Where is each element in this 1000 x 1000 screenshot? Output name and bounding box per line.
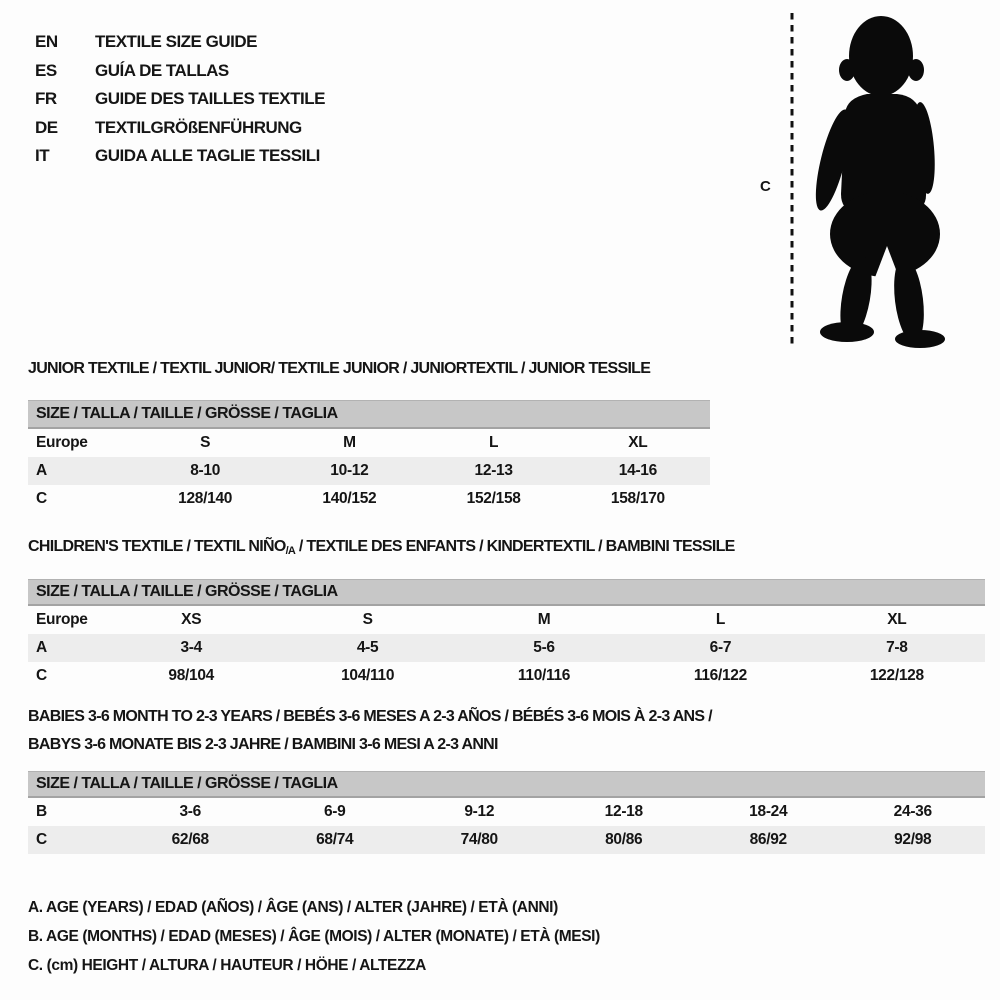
height-cell: 86/92 [749, 831, 787, 848]
height-cell: 122/128 [869, 667, 924, 684]
age-cell: 8-10 [190, 462, 221, 479]
footnote-c: C. (cm) HEIGHT / ALTURA / HAUTEUR / HÖHE / ALTEZZA [28, 957, 426, 974]
age-cell: 5-6 [533, 639, 555, 656]
lang-title: TEXTILE SIZE GUIDE [95, 32, 257, 51]
height-cell: 128/140 [178, 490, 233, 507]
row-label: A [36, 639, 47, 656]
baby-silhouette [803, 8, 958, 348]
age-cell: 3-6 [179, 803, 201, 820]
age-cell: 3-4 [180, 639, 202, 656]
height-cell: 74/80 [460, 831, 498, 848]
children-textile-table [28, 536, 985, 690]
height-cell: 140/152 [322, 490, 377, 507]
lang-row-en [35, 28, 325, 57]
table-row [28, 662, 985, 690]
lang-title: TEXTILGRÖßENFÜHRUNG [95, 117, 302, 137]
height-cell: 92/98 [894, 831, 932, 848]
row-label: C [36, 667, 47, 684]
size-cell: L [715, 611, 725, 628]
height-dashed-line [789, 13, 795, 345]
age-cell: 9-12 [464, 803, 495, 820]
row-label: B [36, 803, 47, 820]
age-cell: 18-24 [749, 803, 788, 820]
footnote-a: A. AGE (YEARS) / EDAD (AÑOS) / ÂGE (ANS) / ALTER (JAHRE) / ETÀ (ANNI) [28, 899, 558, 916]
footnotes [28, 893, 600, 980]
lang-code: FR [35, 89, 57, 108]
junior-table-rows [28, 429, 710, 513]
height-cell: 104/110 [341, 667, 395, 684]
height-cell: 158/170 [610, 490, 665, 507]
babies-title-line2: BABYS 3-6 MONATE BIS 2-3 JAHRE / BAMBINI 3-6 MESI A 2-3 ANNI [28, 736, 498, 753]
size-cell: XL [628, 434, 648, 451]
babies-table-title [28, 703, 985, 759]
size-cell: M [537, 611, 551, 628]
table-row [28, 798, 985, 826]
babies-textile-table [28, 703, 985, 854]
size-header-bar: SIZE / TALLA / TAILLE / GRÖSSE / TAGLIA [28, 400, 710, 429]
babies-table-rows [28, 798, 985, 854]
height-cell: 68/74 [316, 831, 354, 848]
row-label: C [36, 490, 47, 507]
row-label: C [36, 831, 47, 848]
table-row [28, 634, 985, 662]
lang-row-es [35, 57, 325, 86]
age-cell: 12-18 [604, 803, 643, 820]
size-cell: XL [887, 611, 907, 628]
height-cell: 98/104 [168, 667, 214, 684]
size-header-bar: SIZE / TALLA / TAILLE / GRÖSSE / TAGLIA [28, 579, 985, 606]
age-cell: 7-8 [886, 639, 908, 656]
size-cell: L [489, 434, 499, 451]
height-cell: 116/122 [693, 667, 747, 684]
footnote-b: B. AGE (MONTHS) / EDAD (MESES) / ÂGE (MOIS) / ALTER (MONATE) / ETÀ (MESI) [28, 928, 600, 945]
age-cell: 4-5 [356, 639, 379, 656]
table-row [28, 457, 710, 485]
table-row [28, 485, 710, 513]
title-part: CHILDREN'S TEXTILE / TEXTIL NIÑO [28, 538, 286, 555]
lang-code: EN [35, 32, 58, 51]
size-header-bar: SIZE / TALLA / TAILLE / GRÖSSE / TAGLIA [28, 771, 985, 798]
babies-title-line1: BABIES 3-6 MONTH TO 2-3 YEARS / BEBÉS 3-6 MESES A 2-3 AÑOS / BÉBÉS 3-6 MOIS À 2-3 ANS / [28, 708, 712, 725]
lang-row-fr [35, 85, 325, 114]
lang-title: GUIDE DES TAILLES TEXTILE [95, 89, 325, 108]
baby-height-figure [755, 8, 960, 348]
title-part: / TEXTILE DES ENFANTS / KINDERTEXTIL / BAMBINI TESSILE [295, 538, 735, 555]
table-row [28, 429, 710, 457]
title-subscript: /A [285, 545, 296, 557]
junior-textile-table [28, 358, 710, 513]
height-cell: 62/68 [171, 831, 209, 848]
age-cell: 6-9 [323, 803, 346, 820]
lang-row-it [35, 142, 325, 171]
height-cell: 80/86 [605, 831, 643, 848]
age-cell: 12-13 [474, 462, 513, 479]
size-cell: XS [181, 611, 202, 628]
height-cell: 110/116 [517, 667, 571, 684]
children-table-title [28, 536, 985, 562]
table-row [28, 826, 985, 854]
height-cell: 152/158 [466, 490, 521, 507]
lang-code: DE [35, 117, 58, 137]
lang-code: IT [35, 146, 50, 165]
row-label: A [36, 462, 47, 479]
size-cell: M [343, 434, 356, 451]
age-cell: 24-36 [893, 803, 932, 820]
junior-table-title: JUNIOR TEXTILE / TEXTIL JUNIOR/ TEXTILE JUNIOR / JUNIORTEXTIL / JUNIOR TESSILE [28, 360, 651, 377]
children-table-rows [28, 606, 985, 690]
lang-row-de [35, 114, 325, 143]
height-measure-label: C [760, 178, 771, 195]
table-row [28, 606, 985, 634]
size-cell: S [362, 611, 373, 628]
lang-code: ES [35, 60, 57, 80]
language-title-list [35, 28, 325, 171]
age-cell: 14-16 [618, 462, 657, 479]
age-cell: 10-12 [330, 462, 369, 479]
age-cell: 6-7 [709, 639, 732, 656]
lang-title: GUÍA DE TALLAS [95, 60, 229, 80]
lang-title: GUIDA ALLE TAGLIE TESSILI [95, 146, 320, 165]
size-cell: S [200, 434, 211, 451]
row-label: Europe [36, 611, 88, 628]
row-label: Europe [36, 434, 88, 451]
